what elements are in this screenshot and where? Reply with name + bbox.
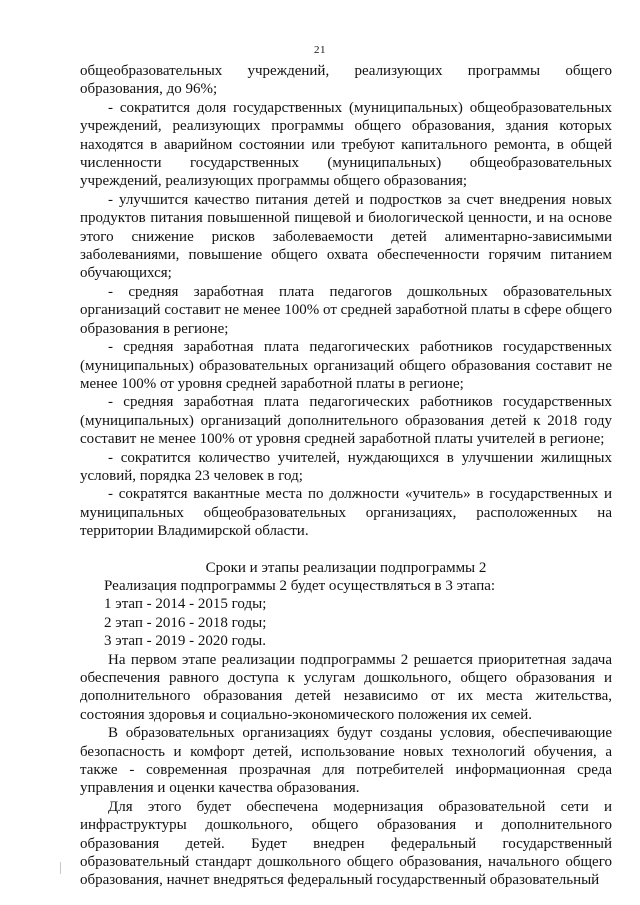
- list-item-preschool-salary: - средняя заработная плата педагогов дошкольных образовательных организаций составит не менее 100% от средней заработной платы в сфере общего образования в регионе;: [80, 283, 612, 337]
- list-item-vacancies: - сократятся вакантные места по должности «учитель» в государственных и муниципальных общеобразовательных организациях, расположенных на территории Владимирской области.: [80, 486, 612, 540]
- list-item-teacher-housing: - сократится количество учителей, нуждающихся в улучшении жилищных условий, порядка 23 человек в год;: [80, 449, 612, 484]
- list-item-additional-salary: - средняя заработная плата педагогических работников государственных (муниципальных) организаций дополнительного образования детей к 2018 году составит не менее 100% от уровня средней заработной платы учителей в регионе;: [80, 394, 612, 448]
- stage-3: 3 этап - 2019 - 2020 годы.: [104, 633, 266, 650]
- stage-1: 1 этап - 2014 - 2015 годы;: [104, 596, 267, 613]
- list-item-repair-share: - сократится доля государственных (муниципальных) общеобразовательных учреждений, реализующих программы общего образования, здания которых находятся в аварийном состоянии или требуют капитального ремонта, в общей численности государственных (муниципальных) общеобразовательных учреждений, реализующих программы общего образования;: [80, 99, 612, 190]
- document-body: [80, 62, 612, 890]
- list-item-general-salary: - средняя заработная плата педагогических работников государственных (муниципальных) образовательных организаций общего образования составит не менее 100% от уровня средней заработной платы в регионе;: [80, 339, 612, 392]
- paragraph-conditions: В образовательных организациях будут созданы условия, обеспечивающие безопасность и комфорт детей, использование новых технологий обучения, а также - современная прозрачная для потребителей информационная среда управления и оценки качества образования.: [80, 725, 612, 797]
- paragraph-modernization: Для этого будет обеспечена модернизация образовательной сети и инфраструктуры дошкольного, общего образования и дополнительного образования детей. Будет внедрен федеральный государственный образовательный стандарт дошкольного общего образования, начального общего образования, начнет внедряться федеральный государственный образовательный: [80, 798, 612, 889]
- scan-margin-mark: [60, 862, 61, 874]
- paragraph-first-stage: На первом этапе реализации подпрограммы 2 решается приоритетная задача обеспечения равного доступа к услугам дошкольного, общего образования и дополнительного образования детей независимо от их места жительства, состояния здоровья и социально-экономического положения их семей.: [80, 651, 612, 723]
- list-item-nutrition: - улучшится качество питания детей и подростков за счет внедрения новых продуктов питания повышенной пищевой и биологической ценности, и на основе этого снижение рисков заболеваемости детей алиментарно-зависимыми заболеваниями, повышение общего охвата обеспеченности горячим питанием обучающихся;: [80, 191, 612, 282]
- stages-intro: Реализация подпрограммы 2 будет осуществляться в 3 этапа:: [104, 577, 496, 594]
- paragraph-continuation: общеобразовательных учреждений, реализующих программы общего образования, до 96%;: [80, 63, 612, 98]
- stage-2: 2 этап - 2016 - 2018 годы;: [104, 614, 267, 631]
- page-number: 21: [314, 44, 326, 56]
- section-title: Сроки и этапы реализации подпрограммы 2: [205, 559, 487, 576]
